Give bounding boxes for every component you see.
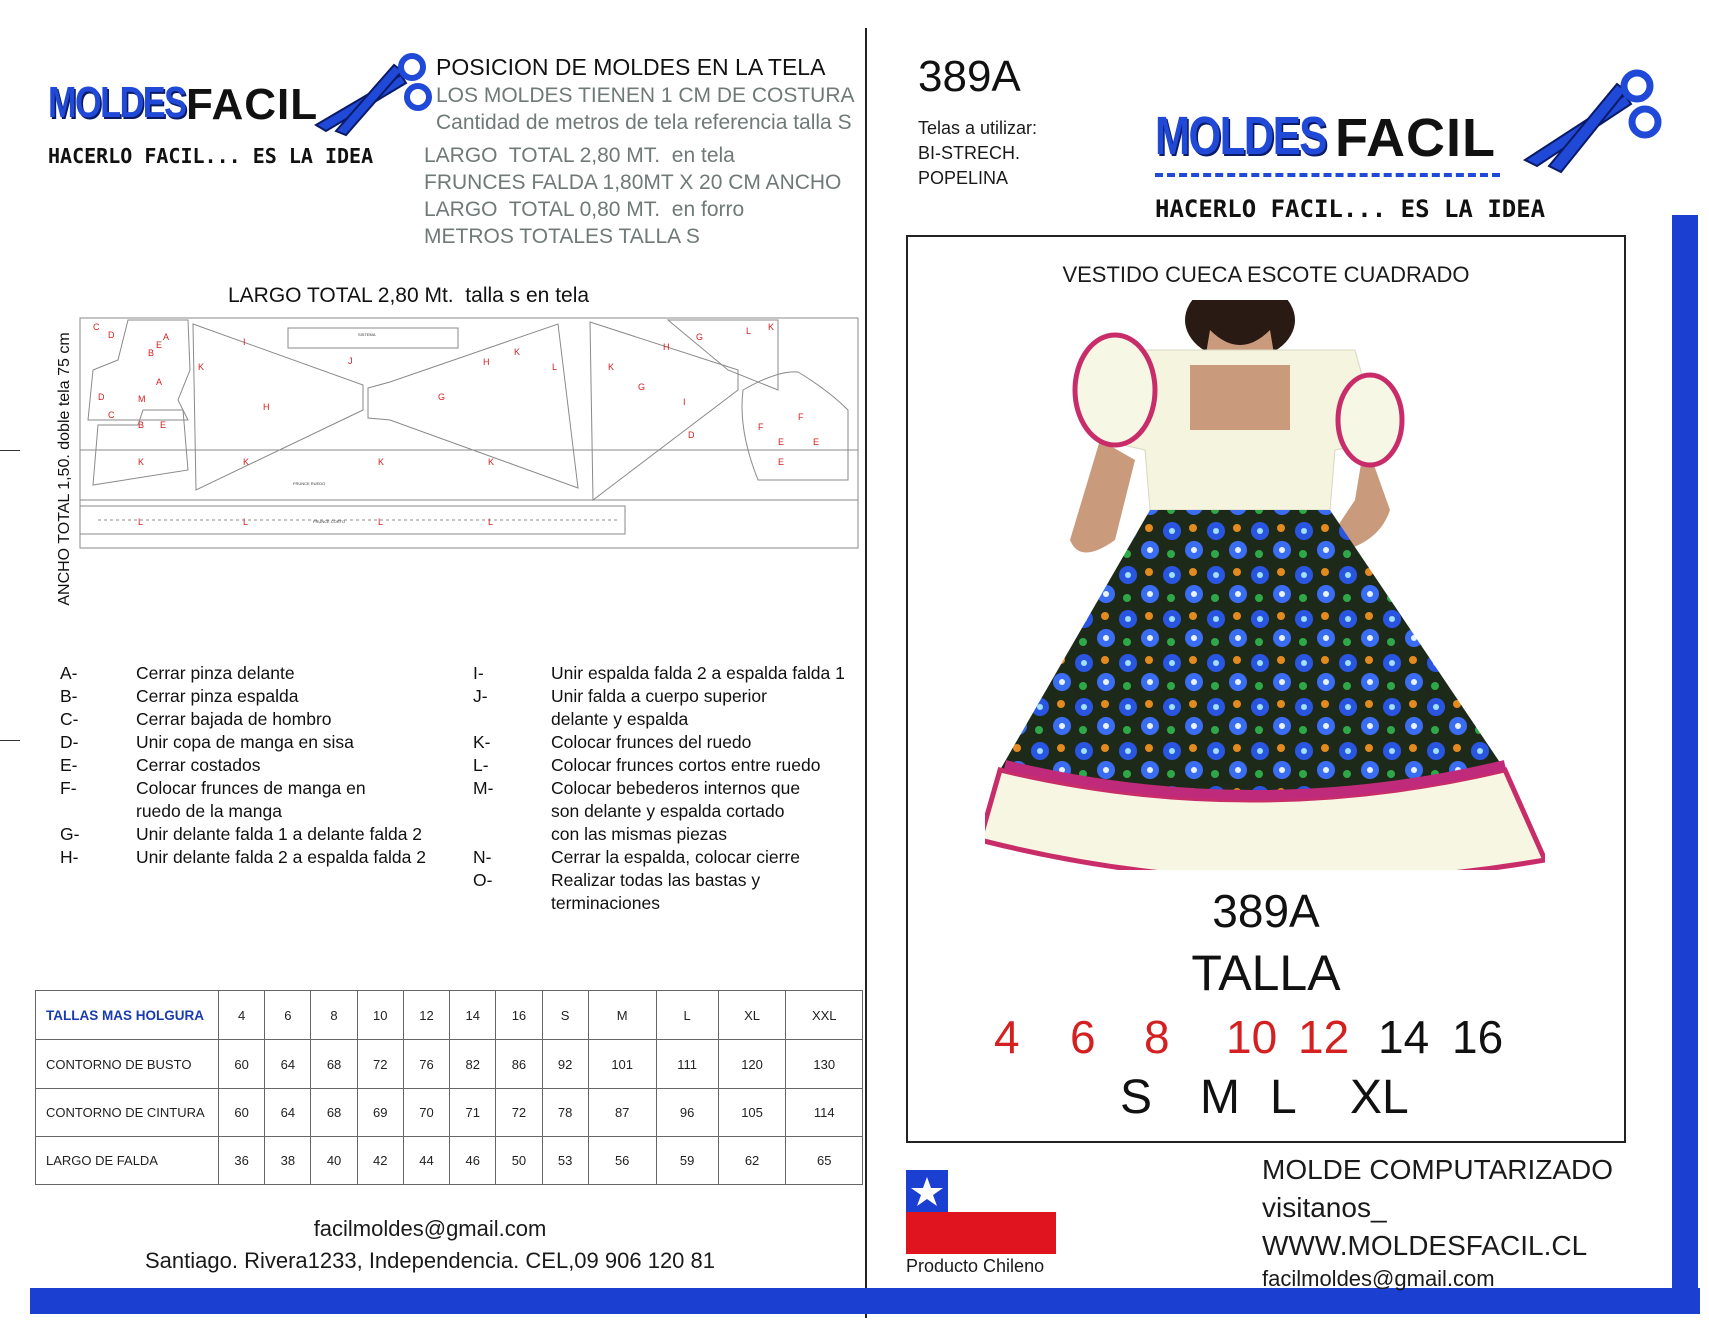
- table-cell: 72: [357, 1040, 403, 1089]
- table-cell: 62: [718, 1137, 786, 1185]
- svg-text:K: K: [768, 322, 775, 332]
- table-cell: 114: [786, 1089, 863, 1137]
- header-line-5: FRUNCES FALDA 1,80MT X 20 CM ANCHO: [424, 171, 842, 194]
- pattern-piece-waistband: [288, 328, 458, 348]
- table-cell: 46: [450, 1137, 496, 1185]
- table-cell: 60: [219, 1089, 265, 1137]
- footer-email: facilmoldes@gmail.com: [313, 1216, 547, 1241]
- fabric-item: POPELINA: [918, 168, 1009, 188]
- table-cell: 42: [357, 1137, 403, 1185]
- svg-text:B: B: [138, 420, 145, 430]
- svg-text:L: L: [488, 517, 494, 527]
- size-option: 16: [1452, 1011, 1504, 1063]
- svg-text:D: D: [98, 392, 105, 402]
- table-cell: 105: [718, 1089, 786, 1137]
- size-col: 8: [311, 991, 357, 1040]
- size-option: 10: [1226, 1011, 1278, 1063]
- fabric-area: [80, 318, 858, 548]
- table-cell: 44: [403, 1137, 449, 1185]
- size-col: 4: [219, 991, 265, 1040]
- pattern-piece-skirt-1: [193, 324, 363, 490]
- right-blue-bar: [1672, 215, 1698, 1314]
- svg-text:J: J: [348, 356, 353, 366]
- pattern-piece-ruffle: [80, 450, 858, 500]
- logo-word-moldes: MOLDES: [48, 78, 186, 127]
- table-cell: 40: [311, 1137, 357, 1185]
- table-cell: 38: [265, 1137, 311, 1185]
- table-cell: 64: [265, 1040, 311, 1089]
- header-line-7: METROS TOTALES TALLA S: [424, 225, 700, 248]
- table-cell: 96: [656, 1089, 718, 1137]
- table-cell: 87: [588, 1089, 656, 1137]
- table-cell: 82: [450, 1040, 496, 1089]
- svg-text:B: B: [148, 348, 155, 358]
- header-line-4: LARGO TOTAL 2,80 MT. en tela: [424, 144, 735, 167]
- row-label: LARGO DE FALDA: [36, 1137, 219, 1185]
- svg-text:I: I: [243, 337, 246, 347]
- table-cell: 65: [786, 1137, 863, 1185]
- table-cell: 60: [219, 1040, 265, 1089]
- page-divider: [865, 28, 867, 1318]
- svg-text:C: C: [93, 322, 100, 332]
- scissors-icon: [306, 45, 446, 145]
- size-option: XL: [1350, 1071, 1409, 1124]
- svg-text:K: K: [488, 457, 495, 467]
- svg-text:H: H: [263, 402, 270, 412]
- size-option: 14: [1378, 1011, 1430, 1063]
- fold-tick: [0, 450, 20, 451]
- table-cell: 72: [496, 1089, 542, 1137]
- size-col: L: [656, 991, 718, 1040]
- header-line-2: LOS MOLDES TIENEN 1 CM DE COSTURA: [436, 84, 855, 107]
- scissors-icon: [1515, 60, 1675, 180]
- header-line-1: POSICION DE MOLDES EN LA TELA: [436, 54, 826, 80]
- contact-email[interactable]: facilmoldes@gmail.com: [1262, 1266, 1495, 1291]
- logo-tagline: HACERLO FACIL... ES LA IDEA: [1155, 195, 1546, 223]
- table-cell: 76: [403, 1040, 449, 1089]
- table-row: [36, 1040, 863, 1089]
- svg-text:F: F: [798, 412, 804, 422]
- table-cell: 56: [588, 1137, 656, 1185]
- table-row: [36, 1089, 863, 1137]
- fabric-width-label: ANCHO TOTAL 1,50. doble tela 75 cm: [56, 332, 73, 606]
- table-cell: 64: [265, 1089, 311, 1137]
- pattern-piece-skirt-2: [368, 324, 578, 488]
- table-cell: 68: [311, 1040, 357, 1089]
- size-option: L: [1270, 1071, 1297, 1124]
- talla-label: TALLA: [1191, 945, 1341, 1001]
- size-col: 12: [403, 991, 449, 1040]
- svg-text:E: E: [160, 420, 167, 430]
- svg-text:D: D: [688, 430, 695, 440]
- size-col: XL: [718, 991, 786, 1040]
- table-cell: 53: [542, 1137, 588, 1185]
- size-col: XXL: [786, 991, 863, 1040]
- svg-text:M: M: [138, 394, 146, 404]
- header-line-3: Cantidad de metros de tela referencia talla S: [436, 111, 852, 134]
- svg-text:FRUNCE RUEDO: FRUNCE RUEDO: [293, 481, 326, 486]
- svg-text:A: A: [156, 377, 163, 387]
- table-cell: 71: [450, 1089, 496, 1137]
- website-link[interactable]: WWW.MOLDESFACIL.CL: [1262, 1230, 1588, 1261]
- layout-title: LARGO TOTAL 2,80 Mt. talla s en tela: [228, 284, 590, 307]
- left-logo: [48, 70, 448, 180]
- size-option: 8: [1144, 1011, 1170, 1063]
- table-cell: 101: [588, 1040, 656, 1089]
- svg-text:K: K: [198, 362, 205, 372]
- svg-text:D: D: [108, 330, 115, 340]
- svg-text:E: E: [156, 340, 163, 350]
- dress-photo: [985, 300, 1545, 870]
- svg-text:L: L: [552, 362, 558, 372]
- logo-word-moldes: MOLDES: [1155, 106, 1326, 166]
- svg-text:C: C: [108, 410, 115, 420]
- svg-text:K: K: [378, 457, 385, 467]
- size-table: [35, 990, 863, 1185]
- size-option: 6: [1070, 1011, 1096, 1063]
- pattern-layout-diagram: [78, 310, 868, 585]
- svg-text:H: H: [483, 357, 490, 367]
- fold-tick: [0, 740, 20, 741]
- size-table-header-label: TALLAS MAS HOLGURA: [36, 991, 219, 1040]
- pattern-piece-yoke: [668, 320, 778, 390]
- row-label: CONTORNO DE BUSTO: [36, 1040, 219, 1089]
- pattern-code: 389A: [918, 52, 1021, 101]
- table-cell: 68: [311, 1089, 357, 1137]
- table-cell: 69: [357, 1089, 403, 1137]
- table-cell: 50: [496, 1137, 542, 1185]
- table-cell: 36: [219, 1137, 265, 1185]
- dress-title: VESTIDO CUECA ESCOTE CUADRADO: [1062, 262, 1470, 287]
- svg-text:L: L: [243, 517, 249, 527]
- svg-text:E: E: [778, 437, 785, 447]
- size-option: 4: [994, 1011, 1020, 1063]
- table-cell: 59: [656, 1137, 718, 1185]
- svg-text:A: A: [163, 332, 170, 342]
- svg-text:G: G: [696, 332, 704, 342]
- svg-text:K: K: [138, 457, 145, 467]
- footer-address: Santiago. Rivera1233, Independencia. CEL,09 906 120 81: [145, 1248, 715, 1273]
- table-cell: 130: [786, 1040, 863, 1089]
- size-col: 16: [496, 991, 542, 1040]
- table-cell: 78: [542, 1089, 588, 1137]
- size-col: 14: [450, 991, 496, 1040]
- contact-line: MOLDE COMPUTARIZADO: [1262, 1154, 1614, 1185]
- size-col: 10: [357, 991, 403, 1040]
- table-cell: 70: [403, 1089, 449, 1137]
- svg-text:E: E: [778, 457, 785, 467]
- chile-flag-icon: [906, 1170, 1056, 1254]
- logo-word-facil: FACIL: [1335, 108, 1496, 168]
- right-logo: [1155, 95, 1675, 230]
- size-col: M: [588, 991, 656, 1040]
- size-option: S: [1120, 1071, 1153, 1124]
- flag-caption: Producto Chileno: [906, 1256, 1045, 1276]
- svg-text:G: G: [638, 382, 646, 392]
- svg-text:SISTEMA: SISTEMA: [358, 332, 376, 337]
- logo-word-facil: FACIL: [186, 80, 319, 129]
- size-col: S: [542, 991, 588, 1040]
- size-option: M: [1200, 1071, 1240, 1124]
- fabrics-title: Telas a utilizar:: [918, 118, 1038, 138]
- svg-text:G: G: [438, 392, 446, 402]
- table-cell: 120: [718, 1040, 786, 1089]
- logo-underline: [1155, 173, 1500, 181]
- size-option: 12: [1298, 1011, 1350, 1063]
- table-row: [36, 1137, 863, 1185]
- fabric-item: BI-STRECH.: [918, 143, 1021, 163]
- svg-text:H: H: [663, 342, 670, 352]
- svg-text:L: L: [138, 517, 144, 527]
- table-cell: 92: [542, 1040, 588, 1089]
- table-cell: 111: [656, 1040, 718, 1089]
- svg-text:K: K: [608, 362, 615, 372]
- svg-text:E: E: [813, 437, 820, 447]
- svg-text:F: F: [758, 422, 764, 432]
- svg-text:I: I: [683, 397, 686, 407]
- svg-text:K: K: [243, 457, 250, 467]
- contact-line: visitanos_: [1262, 1192, 1387, 1223]
- header-line-6: LARGO TOTAL 0,80 MT. en forro: [424, 198, 745, 221]
- code-big: 389A: [1212, 885, 1320, 937]
- table-cell: 86: [496, 1040, 542, 1089]
- logo-tagline: HACERLO FACIL... ES LA IDEA: [48, 144, 374, 168]
- svg-text:K: K: [514, 347, 521, 357]
- svg-text:L: L: [746, 326, 752, 336]
- size-table-header-row: [36, 991, 863, 1040]
- svg-text:L: L: [378, 517, 384, 527]
- svg-text:FRUNCE CORTO: FRUNCE CORTO: [313, 519, 346, 524]
- size-col: 6: [265, 991, 311, 1040]
- row-label: CONTORNO DE CINTURA: [36, 1089, 219, 1137]
- pattern-piece-bodice-front: [88, 320, 190, 420]
